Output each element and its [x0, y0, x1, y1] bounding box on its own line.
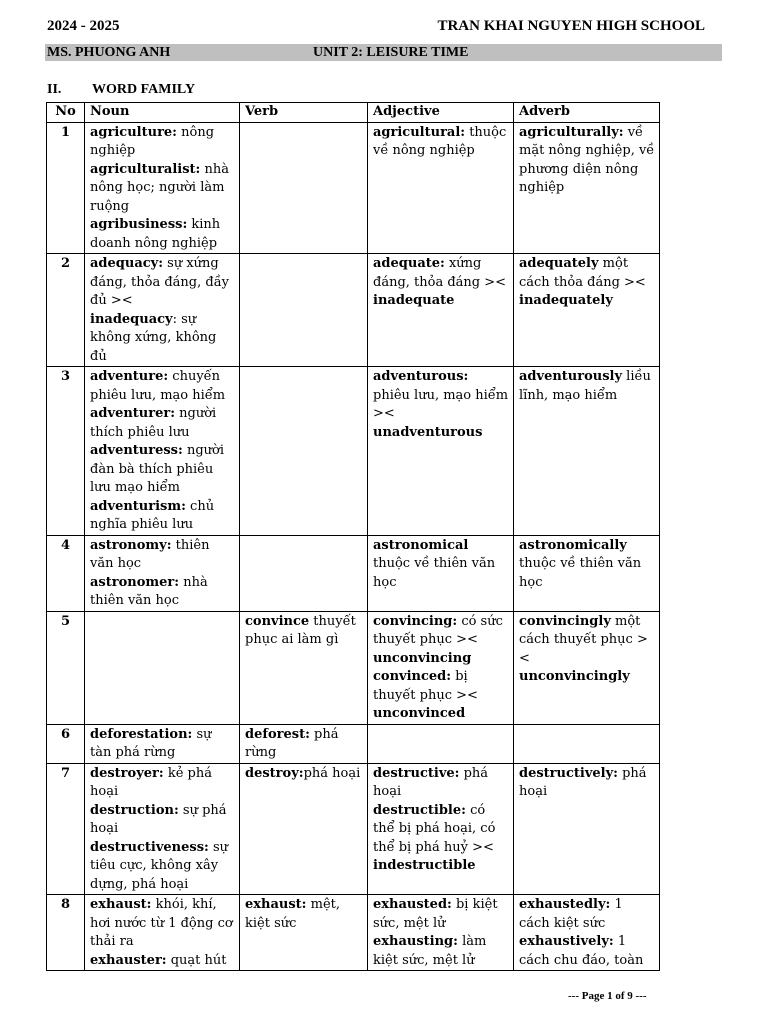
- word-term: agriculture:: [90, 124, 177, 140]
- word-definition: thuộc về nông nghiệp: [373, 124, 507, 158]
- word-entry: [90, 442, 235, 498]
- word-term: destructive:: [373, 765, 460, 781]
- word-definition: mệt, kiệt sức: [245, 897, 340, 931]
- row-number: 1: [47, 122, 85, 254]
- table-row: [47, 724, 660, 763]
- word-term: agribusiness:: [90, 217, 188, 232]
- word-definition: phá hoại: [303, 765, 361, 781]
- adjective-cell: [368, 122, 514, 254]
- word-entry: [519, 613, 655, 669]
- word-entry: [90, 405, 235, 442]
- word-entry: [373, 368, 509, 424]
- word-term: convincing:: [373, 613, 458, 629]
- word-term: convince: [245, 613, 310, 629]
- row-number: 2: [47, 254, 85, 367]
- word-term: convinced:: [373, 669, 452, 684]
- word-entry: [373, 124, 509, 161]
- adjective-cell: [368, 254, 514, 367]
- word-term: adequately: [519, 256, 599, 271]
- word-family-table: [46, 102, 660, 971]
- section-title: WORD FAMILY: [92, 82, 196, 97]
- verb-cell: [240, 895, 368, 971]
- word-term: astronomy:: [90, 537, 172, 553]
- word-term: adventurer:: [90, 406, 176, 421]
- word-definition: kinh doanh nông nghiệp: [90, 217, 221, 251]
- word-definition: thuộc về thiên văn học: [373, 556, 496, 590]
- word-entry: [245, 613, 363, 650]
- word-term: adequate:: [373, 256, 445, 271]
- word-entry: [519, 292, 655, 311]
- word-entry: [373, 424, 509, 443]
- adverb-cell: [514, 895, 660, 971]
- word-definition: : sự không xứng, không đủ: [90, 311, 217, 364]
- header-adverb: Adverb: [514, 103, 660, 123]
- row-number: 8: [47, 895, 85, 971]
- page-number: --- Page 1 of 9 ---: [568, 990, 647, 1002]
- teacher-name: MS. PHUONG ANH: [47, 45, 171, 60]
- adverb-cell: [514, 724, 660, 763]
- word-entry: [519, 255, 655, 292]
- word-term: deforest:: [245, 726, 310, 742]
- word-definition: phá rừng: [245, 726, 339, 760]
- header-adjective: Adjective: [368, 103, 514, 123]
- word-entry: [90, 255, 235, 311]
- word-entry: [373, 537, 509, 593]
- word-entry: [373, 802, 509, 858]
- word-entry: [519, 368, 655, 405]
- word-term: exhausted:: [373, 897, 452, 912]
- word-definition: chuyến phiêu lưu, mạo hiểm: [90, 369, 226, 403]
- verb-cell: [240, 611, 368, 724]
- verb-cell: [240, 535, 368, 611]
- word-entry: [245, 726, 363, 763]
- table-row: [47, 895, 660, 971]
- word-entry: [519, 668, 655, 687]
- adverb-cell: [514, 367, 660, 536]
- word-entry: [90, 161, 235, 217]
- word-entry: [90, 368, 235, 405]
- adjective-cell: [368, 895, 514, 971]
- word-definition: bị kiệt sức, mệt lử: [373, 897, 498, 931]
- word-entry: [373, 613, 509, 650]
- verb-cell: [240, 367, 368, 536]
- word-entry: [519, 765, 655, 802]
- word-entry: [90, 802, 235, 839]
- word-term: exhaust:: [245, 897, 307, 912]
- school-name: TRAN KHAI NGUYEN HIGH SCHOOL: [437, 18, 705, 34]
- adverb-cell: [514, 535, 660, 611]
- word-term: adventurously: [519, 369, 623, 384]
- word-entry: [373, 933, 509, 970]
- noun-cell: [85, 763, 240, 895]
- word-term: inadequacy: [90, 311, 173, 327]
- word-definition: thiên văn học: [90, 537, 210, 571]
- word-term: astronomically: [519, 537, 627, 553]
- word-definition: 1 cách kiệt sức: [519, 897, 623, 931]
- word-term: exhausting:: [373, 934, 458, 949]
- word-entry: [90, 124, 235, 161]
- adverb-cell: [514, 122, 660, 254]
- word-definition: làm kiệt sức, mệt lử: [373, 934, 487, 968]
- word-entry: [90, 537, 235, 574]
- word-entry: [90, 311, 235, 367]
- word-term: indestructible: [373, 858, 476, 873]
- adjective-cell: [368, 611, 514, 724]
- table-row: [47, 122, 660, 254]
- word-entry: [373, 292, 509, 311]
- noun-cell: [85, 611, 240, 724]
- word-term: adventuress:: [90, 443, 183, 458]
- word-definition: người thích phiêu lưu: [90, 406, 217, 440]
- word-entry: [519, 537, 655, 593]
- unit-banner: [45, 44, 722, 61]
- table-row: [47, 367, 660, 536]
- word-definition: thuộc về thiên văn học: [519, 556, 642, 590]
- adverb-cell: [514, 254, 660, 367]
- header-verb: Verb: [240, 103, 368, 123]
- word-definition: một cách thỏa đáng ><: [519, 256, 646, 290]
- verb-cell: [240, 254, 368, 367]
- word-term: unconvincing: [373, 650, 472, 666]
- word-entry: [245, 896, 363, 933]
- word-term: unadventurous: [373, 424, 483, 440]
- word-definition: chủ nghĩa phiêu lưu: [90, 498, 215, 532]
- word-term: inadequate: [373, 293, 455, 308]
- word-definition: 1 cách chu đáo, toàn: [519, 934, 644, 968]
- word-definition: về mặt nông nghiệp, về phương diện nông nghiệp: [519, 124, 655, 195]
- noun-cell: [85, 254, 240, 367]
- word-entry: [245, 765, 363, 784]
- word-definition: một cách thuyết phục ><: [519, 613, 648, 666]
- word-definition: người đàn bà thích phiêu lưu mạo hiểm: [90, 443, 224, 495]
- word-term: exhaustedly:: [519, 897, 611, 912]
- word-term: adventure:: [90, 369, 169, 384]
- adjective-cell: [368, 535, 514, 611]
- word-entry: [90, 726, 235, 763]
- noun-cell: [85, 724, 240, 763]
- school-year: 2024 - 2025: [47, 18, 120, 34]
- row-number: 7: [47, 763, 85, 895]
- word-definition: sự phá hoại: [90, 802, 227, 836]
- adverb-cell: [514, 611, 660, 724]
- table-row: [47, 763, 660, 895]
- word-term: inadequately: [519, 293, 613, 308]
- word-term: adequacy:: [90, 256, 164, 271]
- noun-cell: [85, 895, 240, 971]
- table-row: [47, 535, 660, 611]
- word-definition: sự xứng đáng, thỏa đáng, đầy đủ ><: [90, 256, 230, 308]
- word-term: destruction:: [90, 802, 179, 818]
- document-header: [47, 18, 705, 38]
- word-entry: [90, 952, 235, 971]
- noun-cell: [85, 367, 240, 536]
- row-number: 4: [47, 535, 85, 611]
- word-definition: bị thuyết phục ><: [373, 669, 478, 703]
- word-entry: [519, 124, 655, 198]
- section-number: II.: [47, 82, 62, 97]
- word-term: destructiveness:: [90, 839, 209, 855]
- word-term: agricultural:: [373, 124, 466, 140]
- word-definition: nhà thiên văn học: [90, 574, 208, 608]
- word-entry: [373, 765, 509, 802]
- verb-cell: [240, 122, 368, 254]
- word-definition: quạt hút: [166, 952, 227, 968]
- word-term: agriculturally:: [519, 124, 624, 140]
- verb-cell: [240, 763, 368, 895]
- word-term: adventurism:: [90, 498, 186, 514]
- adjective-cell: [368, 763, 514, 895]
- word-entry: [90, 498, 235, 535]
- word-term: destructible:: [373, 802, 466, 818]
- word-entry: [373, 668, 509, 705]
- row-number: 6: [47, 724, 85, 763]
- word-term: astronomer:: [90, 574, 180, 590]
- adjective-cell: [368, 724, 514, 763]
- word-entry: [373, 705, 509, 724]
- word-definition: kẻ phá hoại: [90, 765, 212, 799]
- unit-title: UNIT 2: LEISURE TIME: [313, 45, 469, 60]
- word-definition: khói, khí, hơi nước từ 1 động cơ thải ra: [90, 897, 233, 949]
- section-heading: [47, 82, 195, 98]
- word-entry: [373, 896, 509, 933]
- word-entry: [90, 216, 235, 253]
- word-definition: liều lĩnh, mạo hiểm: [519, 369, 651, 403]
- word-term: convincingly: [519, 613, 611, 629]
- word-entry: [90, 839, 235, 895]
- header-no: No: [47, 103, 85, 123]
- word-definition: thuyết phục ai làm gì: [245, 613, 356, 647]
- word-definition: có sức thuyết phục ><: [373, 613, 503, 647]
- table-row: [47, 254, 660, 367]
- word-term: exhaust:: [90, 897, 152, 912]
- word-entry: [373, 857, 509, 876]
- word-definition: phá hoại: [519, 765, 647, 799]
- adverb-cell: [514, 763, 660, 895]
- word-entry: [373, 650, 509, 669]
- adjective-cell: [368, 367, 514, 536]
- word-entry: [90, 765, 235, 802]
- word-definition: có thể bị phá hoại, có thể bị phá huỷ ><: [373, 802, 496, 855]
- row-number: 3: [47, 367, 85, 536]
- word-entry: [90, 574, 235, 611]
- word-entry: [519, 896, 655, 933]
- word-definition: sự tàn phá rừng: [90, 726, 212, 760]
- word-term: deforestation:: [90, 726, 193, 742]
- word-term: destroyer:: [90, 765, 164, 781]
- word-definition: nông nghiệp: [90, 124, 215, 158]
- table-header-row: [47, 103, 660, 123]
- word-term: exhauster:: [90, 952, 167, 968]
- word-definition: nhà nông học; người làm ruộng: [90, 161, 229, 214]
- word-entry: [373, 255, 509, 292]
- word-definition: xứng đáng, thỏa đáng ><: [373, 256, 507, 290]
- word-term: exhaustively:: [519, 934, 614, 949]
- row-number: 5: [47, 611, 85, 724]
- word-entry: [519, 933, 655, 970]
- noun-cell: [85, 122, 240, 254]
- word-definition: phá hoại: [373, 765, 489, 799]
- table-row: [47, 611, 660, 724]
- word-term: unconvincingly: [519, 669, 630, 684]
- word-term: destroy:: [245, 765, 304, 781]
- word-term: agriculturalist:: [90, 161, 201, 177]
- verb-cell: [240, 724, 368, 763]
- word-entry: [90, 896, 235, 952]
- word-definition: phiêu lưu, mạo hiểm ><: [373, 387, 509, 421]
- header-noun: Noun: [85, 103, 240, 123]
- word-term: astronomical: [373, 537, 469, 553]
- word-term: destructively:: [519, 765, 618, 781]
- noun-cell: [85, 535, 240, 611]
- word-definition: sự tiêu cực, không xây dựng, phá hoại: [90, 839, 229, 892]
- word-term: unconvinced: [373, 706, 466, 721]
- word-term: adventurous:: [373, 369, 469, 384]
